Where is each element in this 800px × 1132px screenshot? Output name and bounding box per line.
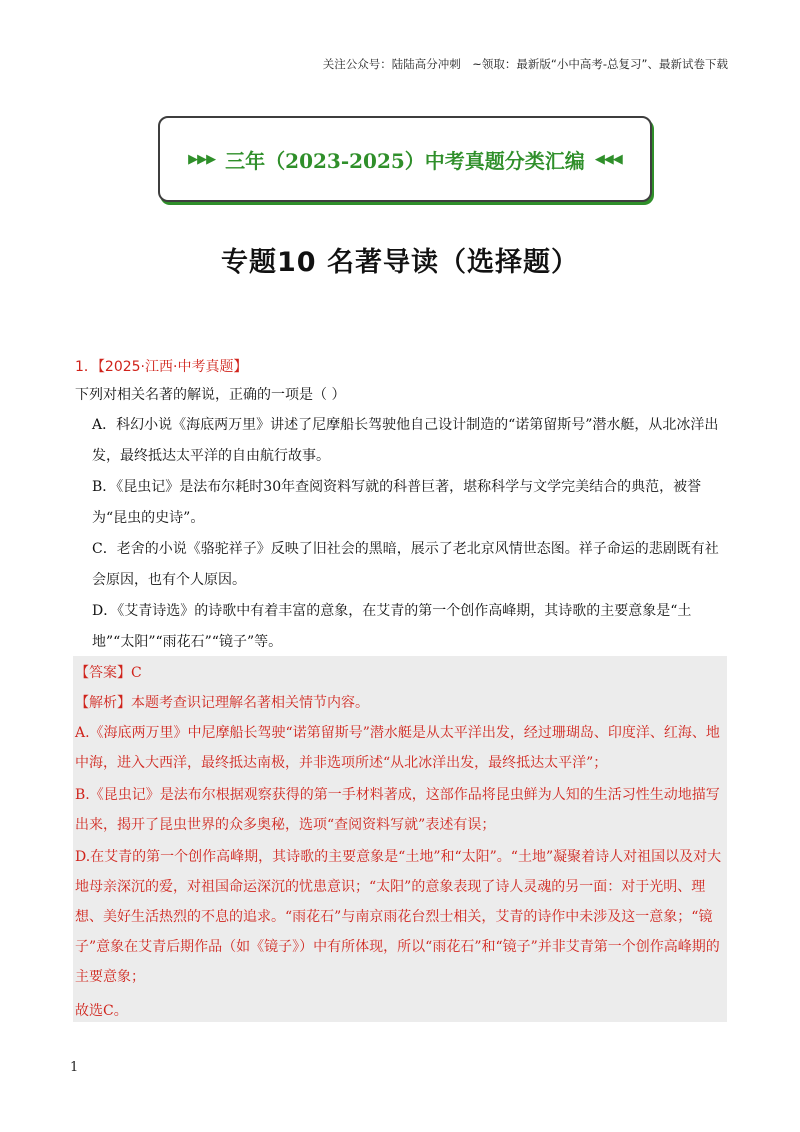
analysis-conclusion: 故选C。 [75, 1003, 128, 1019]
option-d: D．《艾青诗选》的诗歌中有着丰富的意象，在艾青的第一个创作高峰期，其诗歌的主要意象是“土地”“太阳”“雨花石”“镜子”等。 [92, 603, 692, 650]
question-number: 1． [75, 359, 98, 375]
header-note: 关注公众号：陆陆高分冲刺 ~领取：最新版“小中高考-总复习”、最新试卷下载 [322, 57, 728, 71]
analysis-option-a: A.《海底两万里》中尼摩船长驾驶“诺第留斯号”潜水艇是从太平洋出发，经过珊瑚岛、印度洋、红海、地中海，进入大西洋，最终抵达南极，并非选项所述“从北冰洋出发，最终抵达太平洋”； [75, 725, 720, 771]
answer-value: C [131, 665, 142, 681]
analysis-intro-line [75, 688, 725, 718]
analysis-option-b: B.《昆虫记》是法布尔根据观察获得的第一手材料著成，这部作品将昆虫鲜为人知的生活习性生动地描写出来，揭开了昆虫世界的众多奥秘，选项“查阅资料写就”表述有误； [75, 787, 720, 833]
question-label [75, 356, 247, 376]
answer-label: 【答案】 [75, 665, 131, 681]
question-tag: 【2025·江西·中考真题】 [97, 359, 248, 375]
page-title: 专题10 名著导读（选择题） [221, 247, 579, 278]
analysis-intro: 本题考查识记理解名著相关情节内容。 [131, 695, 369, 711]
banner-title: 三年（2023-2025）中考真题分类汇编 [225, 148, 585, 173]
page-number: 1 [70, 1060, 79, 1075]
option-b: B．《昆虫记》是法布尔耗时30年查阅资料写就的科普巨著，堪称科学与文学完美结合的典范，被誉为“昆虫的史诗”。 [92, 479, 702, 526]
right-arrows-icon: ▶▶▶ [188, 151, 216, 167]
left-arrows-icon: ◀◀◀ [594, 151, 622, 167]
answer-line [75, 658, 725, 688]
analysis-label: 【解析】 [75, 695, 131, 711]
title-banner [158, 116, 652, 202]
option-a: A．科幻小说《海底两万里》讲述了尼摩船长驾驶他自己设计制造的“诺第留斯号”潜水艇，从北冰洋出发，最终抵达太平洋的自由航行故事。 [92, 417, 719, 464]
option-c: C．老舍的小说《骆驼祥子》反映了旧社会的黑暗，展示了老北京风情世态图。祥子命运的悲剧既有社会原因，也有个人原因。 [92, 541, 719, 588]
analysis-option-d: D.在艾青的第一个创作高峰期，其诗歌的主要意象是“土地”和“太阳”。“土地”凝聚着诗人对祖国以及对大地母亲深沉的爱，对祖国命运深沉的忧患意识；“太阳”的意象表现了诗人灵魂的另一面：对于光明、理想、美好生活热烈的不息的追求。“雨花石”与南京雨花台烈士相关，艾青的诗作中未涉及这一意象；“镜子”意象在艾青后期作品（如《镜子》）中有所体现，所以“雨花石”和“镜子”并非艾青第一个创作高峰期的主要意象； [75, 849, 722, 985]
question-stem: 下列对相关名著的解说，正确的一项是（ ） [75, 387, 346, 403]
